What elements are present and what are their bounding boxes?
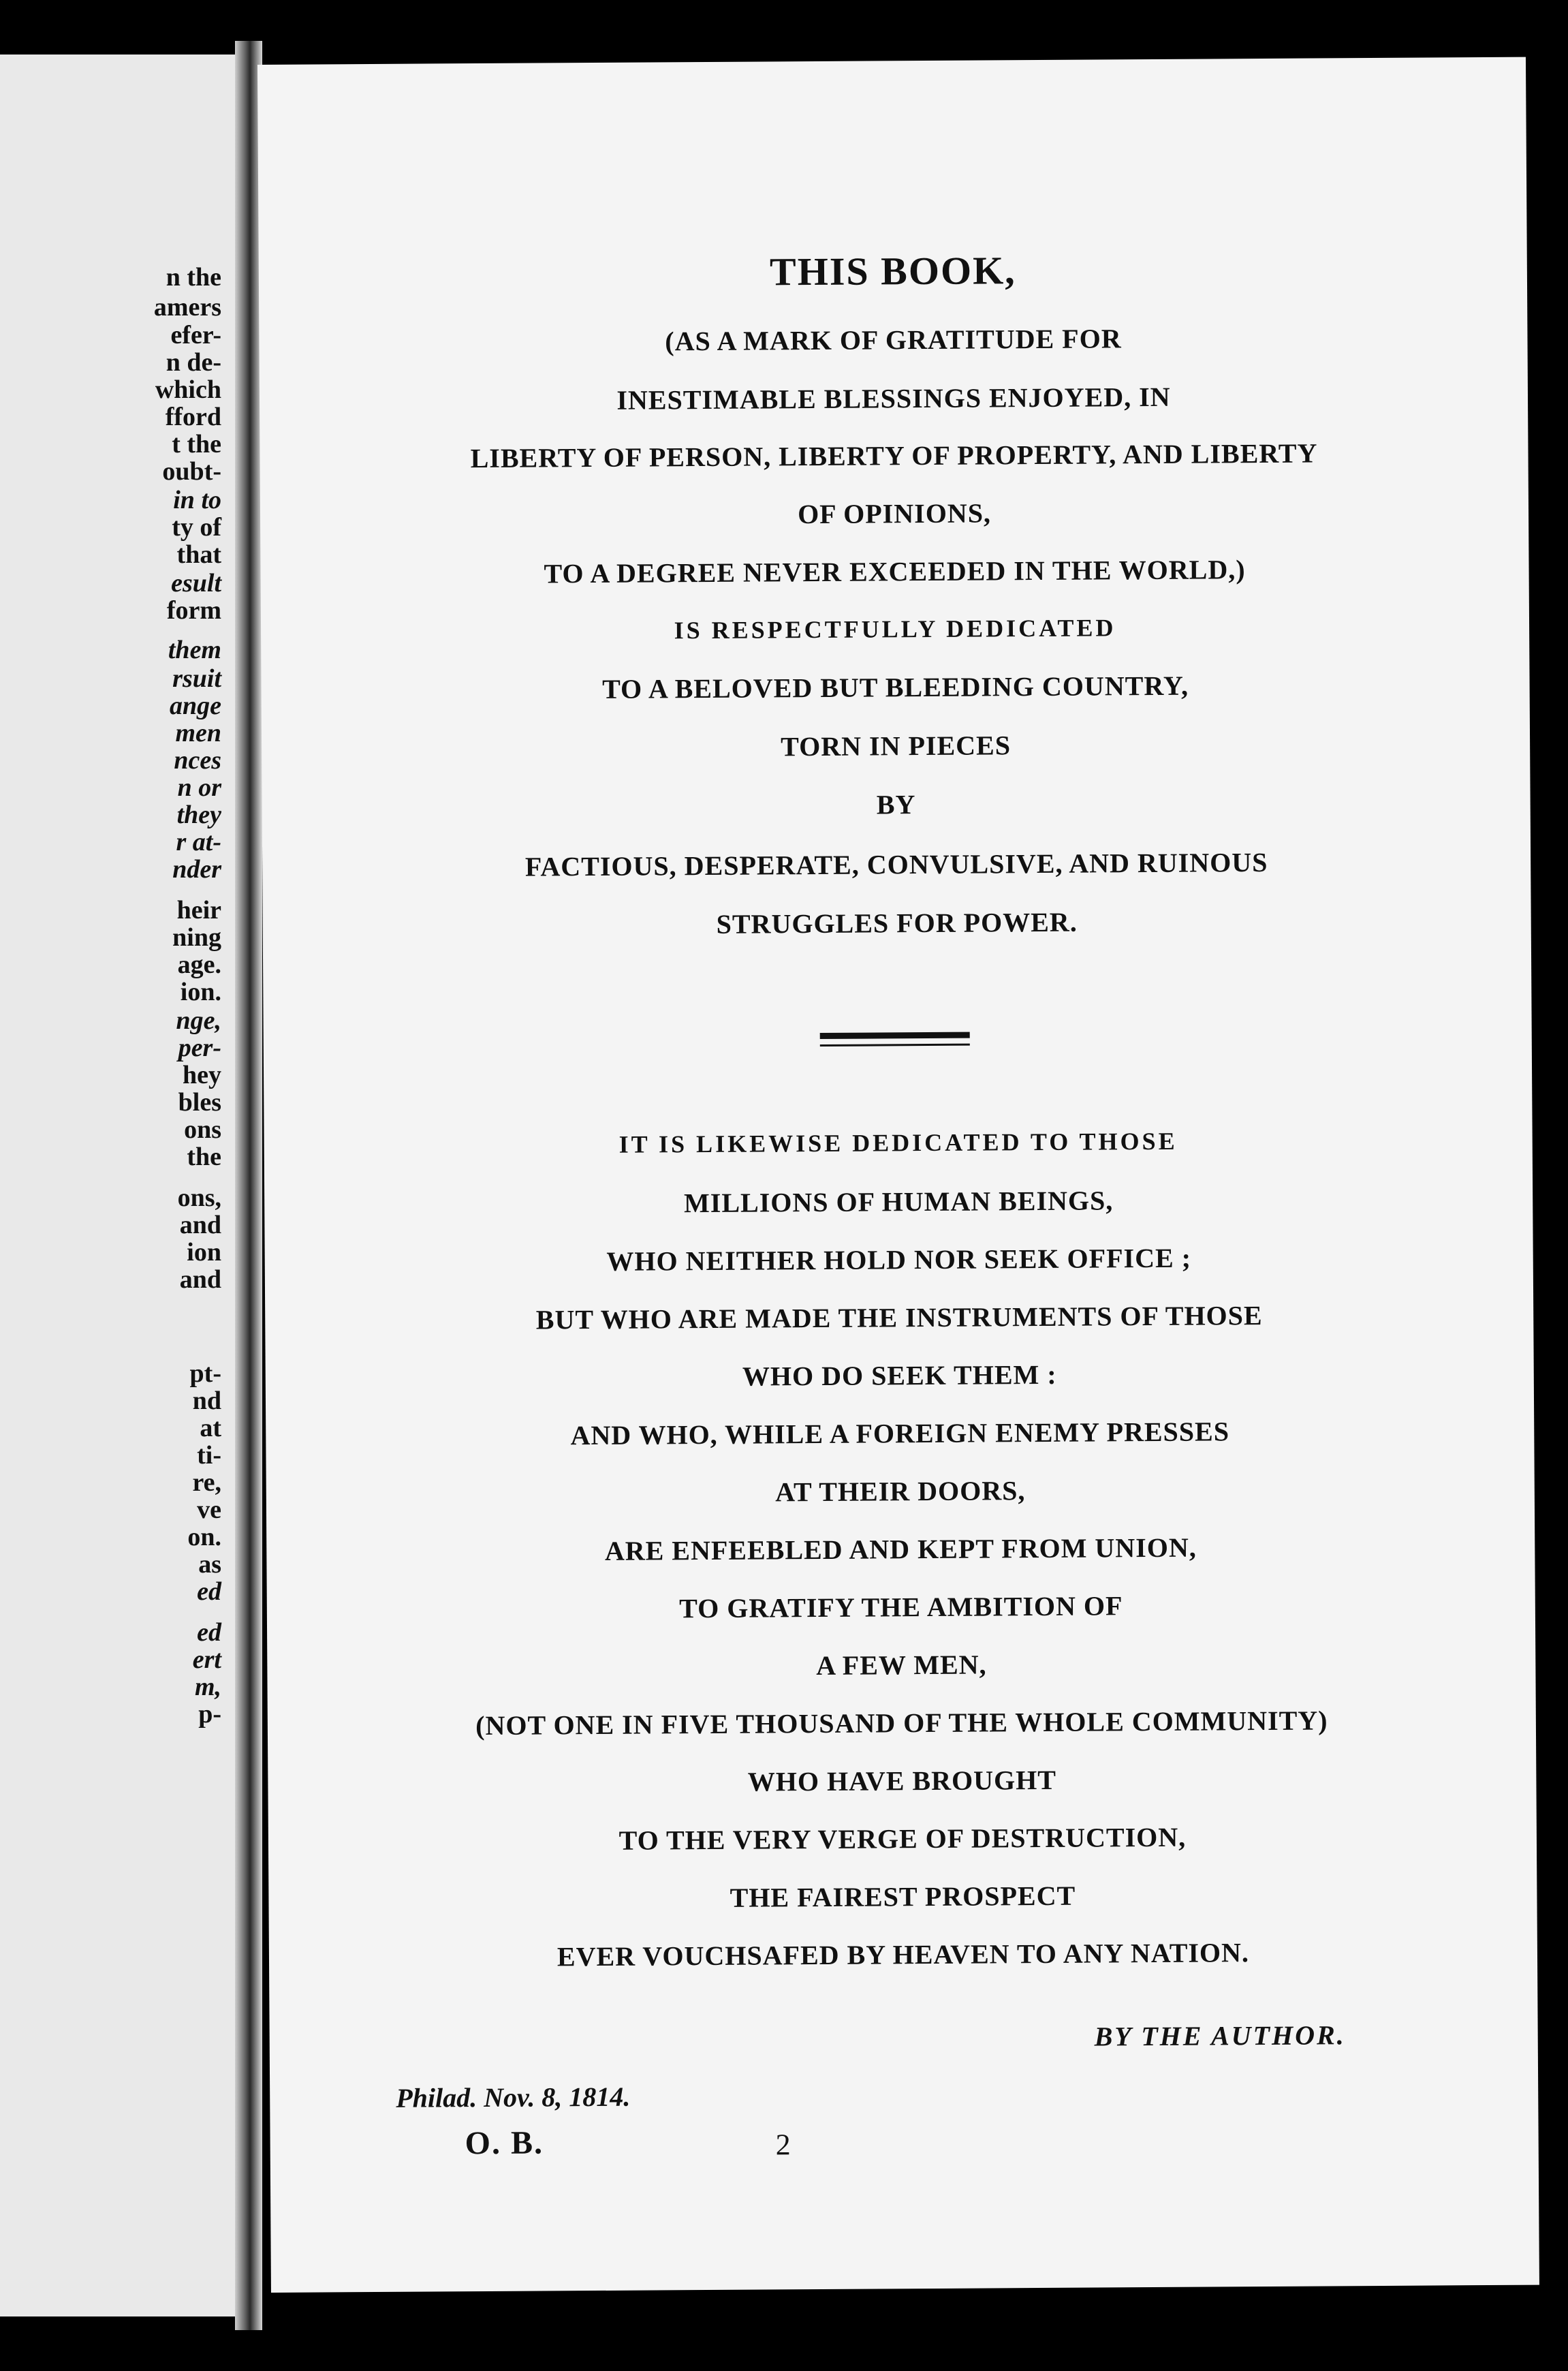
dedication-line: OF OPINIONS, bbox=[797, 497, 992, 530]
left-page-fragment: nder bbox=[172, 855, 221, 884]
left-page-fragment: m, bbox=[194, 1673, 221, 1701]
dedication-line: EVER VOUCHSAFED BY HEAVEN TO ANY NATION. bbox=[556, 1937, 1250, 1972]
left-page-fragment: n or bbox=[177, 773, 221, 802]
dedication-line: (AS A MARK OF GRATITUDE FOR bbox=[665, 323, 1122, 357]
left-page-fragment: ion bbox=[187, 1238, 221, 1267]
left-page-fragment: ons bbox=[184, 1115, 221, 1144]
dedication-line: MILLIONS OF HUMAN BEINGS, bbox=[683, 1185, 1114, 1219]
left-page-fragment: bles bbox=[178, 1088, 221, 1117]
left-page-fragment: nge, bbox=[176, 1006, 221, 1035]
date-place: Philad. Nov. 8, 1814. bbox=[396, 2081, 631, 2113]
dedication-line: AND WHO, WHILE A FOREIGN ENEMY PRESSES bbox=[570, 1416, 1230, 1451]
dedication-line: IT IS LIKEWISE DEDICATED TO THOSE bbox=[618, 1127, 1178, 1158]
left-page-fragment: amers bbox=[153, 293, 221, 322]
left-page-fragment: on. bbox=[187, 1523, 221, 1551]
left-page-fragment: hey bbox=[183, 1061, 221, 1089]
left-page-fragment: in to bbox=[173, 486, 221, 514]
left-page-fragment: the bbox=[187, 1143, 221, 1171]
left-page-fragment: ons, bbox=[177, 1183, 221, 1212]
dedication-line: AT THEIR DOORS, bbox=[775, 1475, 1026, 1508]
left-page-fragment: r at- bbox=[176, 828, 221, 856]
section-divider-thin bbox=[820, 1044, 970, 1047]
dedication-line: WHO NEITHER HOLD NOR SEEK OFFICE ; bbox=[606, 1242, 1192, 1277]
dedication-line: IS RESPECTFULLY DEDICATED bbox=[674, 614, 1116, 645]
left-page-fragment: as bbox=[198, 1550, 221, 1579]
left-page-fragment: esult bbox=[171, 569, 221, 598]
left-page-fragment: rsuit bbox=[172, 664, 221, 693]
left-page-fragment: that bbox=[176, 540, 221, 569]
left-page-fragment: which bbox=[155, 375, 221, 404]
left-page-fragment: re, bbox=[192, 1468, 221, 1497]
left-page-fragment: n the bbox=[166, 263, 221, 292]
dedication-line: WHO HAVE BROUGHT bbox=[747, 1764, 1057, 1797]
left-page-fragment: nd bbox=[192, 1386, 221, 1415]
left-page-fragment: them bbox=[168, 636, 221, 664]
dedication-line: BY bbox=[876, 789, 916, 820]
left-page-fragment: heir bbox=[176, 896, 221, 925]
left-page-fragment: oubt- bbox=[162, 457, 221, 486]
dedication-line: LIBERTY OF PERSON, LIBERTY OF PROPERTY, AND LIBERTY bbox=[470, 437, 1318, 474]
left-page-fragment: pt- bbox=[189, 1359, 221, 1388]
dedication-line: WHO DO SEEK THEM : bbox=[742, 1359, 1057, 1392]
left-page-fragment: ange bbox=[170, 692, 221, 720]
left-page-fragment: and bbox=[179, 1211, 221, 1239]
author-initials: O. B. bbox=[465, 2124, 544, 2162]
left-page-fragment: and bbox=[179, 1265, 221, 1294]
left-page-fragment: ti- bbox=[197, 1441, 221, 1470]
left-page-fragment: p- bbox=[198, 1700, 221, 1729]
author-signature: BY THE AUTHOR. bbox=[1094, 2019, 1346, 2052]
left-page-fragment: nces bbox=[174, 746, 221, 775]
dedication-line: TORN IN PIECES bbox=[781, 730, 1012, 762]
dedication-line: TO THE VERY VERGE OF DESTRUCTION, bbox=[618, 1821, 1187, 1856]
dedication-line: ARE ENFEEBLED AND KEPT FROM UNION, bbox=[604, 1532, 1197, 1566]
left-page-fragment: efer- bbox=[170, 321, 221, 350]
left-page-fragment: they bbox=[176, 801, 221, 829]
dedication-line: FACTIOUS, DESPERATE, CONVULSIVE, AND RUINOUS bbox=[524, 846, 1268, 882]
dedication-line: INESTIMABLE BLESSINGS ENJOYED, IN bbox=[616, 381, 1171, 416]
left-page-fragment: form bbox=[166, 596, 221, 625]
section-divider-thick bbox=[820, 1032, 970, 1039]
book-spine bbox=[235, 41, 262, 2330]
dedication-line: TO A BELOVED BUT BLEEDING COUNTRY, bbox=[601, 670, 1189, 704]
page-number: 2 bbox=[775, 2128, 791, 2162]
dedication-line: A FEW MEN, bbox=[816, 1649, 987, 1682]
left-page-fragment: ning bbox=[172, 923, 221, 952]
left-page-fragment: per- bbox=[178, 1034, 221, 1062]
dedication-page bbox=[257, 57, 1539, 2293]
left-page-fragment: men bbox=[175, 719, 221, 747]
dedication-line: (NOT ONE IN FIVE THOUSAND OF THE WHOLE COMMUNITY) bbox=[475, 1705, 1328, 1741]
left-page-fragment: at bbox=[200, 1414, 221, 1442]
left-page-fragment: ed bbox=[197, 1618, 221, 1647]
left-page-fragment: age. bbox=[177, 950, 221, 979]
dedication-line: STRUGGLES FOR POWER. bbox=[716, 906, 1078, 940]
left-page-fragment: ion. bbox=[180, 978, 221, 1006]
left-page-fragment: fford bbox=[165, 403, 221, 431]
left-page-fragment: ve bbox=[197, 1496, 221, 1524]
dedication-title: THIS BOOK, bbox=[769, 248, 1016, 294]
left-page-fragment: ty of bbox=[172, 513, 221, 542]
left-page-fragment: ert bbox=[192, 1645, 221, 1674]
left-facing-page bbox=[0, 55, 242, 2316]
dedication-line: THE FAIREST PROSPECT bbox=[730, 1880, 1076, 1913]
left-page-fragment: ed bbox=[197, 1577, 221, 1606]
left-page-fragment: t the bbox=[172, 430, 221, 459]
dedication-line: TO GRATIFY THE AMBITION OF bbox=[679, 1590, 1123, 1624]
left-page-fragment: n de- bbox=[166, 348, 221, 377]
dedication-line: BUT WHO ARE MADE THE INSTRUMENTS OF THOSE bbox=[535, 1300, 1263, 1335]
dedication-line: TO A DEGREE NEVER EXCEEDED IN THE WORLD,) bbox=[544, 554, 1246, 589]
